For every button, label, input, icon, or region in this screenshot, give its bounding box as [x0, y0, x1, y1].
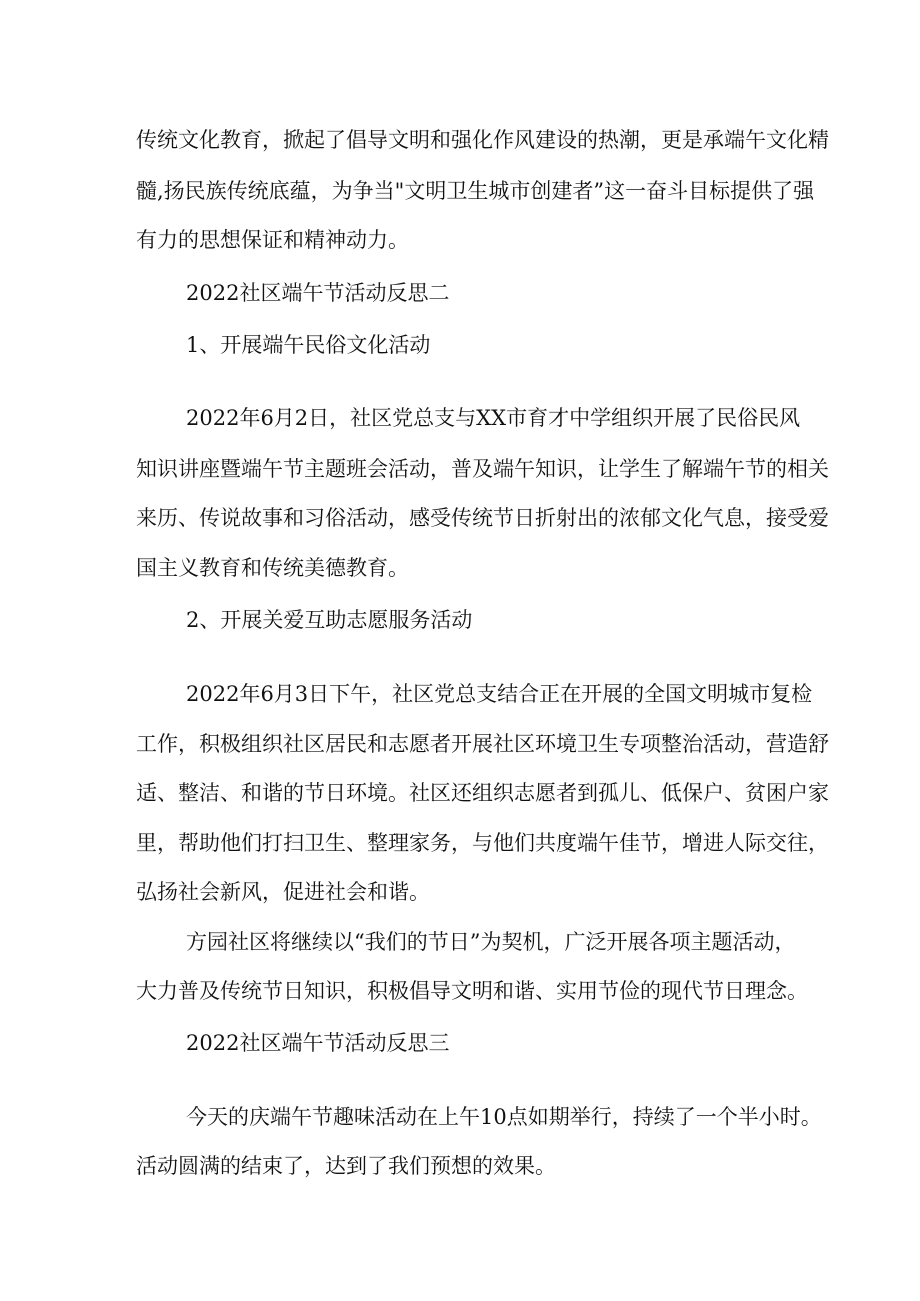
body-text-line: 2022年6月3日下午，社区党总支结合正在开展的全国文明城市复检: [186, 682, 813, 706]
body-text-line: 知识讲座暨端午节主题班会活动，普及端午知识，让学生了解端午节的相关: [136, 457, 829, 481]
body-text-line: 里，帮助他们打扫卫生、整理家务，与他们共度端午佳节，增进人际交往，: [136, 831, 829, 855]
section-heading: 2022社区端午节活动反思二: [186, 281, 450, 305]
body-text-line: 大力普及传统节日知识，积极倡导文明和谐、实用节俭的现代节日理念。: [136, 979, 808, 1003]
subsection-heading: 2、开展关爱互助志愿服务活动: [186, 608, 473, 632]
subsection-heading: 1、开展端午民俗文化活动: [186, 333, 431, 357]
body-text-line: 2022年6月2日，社区党总支与XX市育才中学组织开展了民俗民风: [186, 406, 801, 430]
body-text-line: 国主义教育和传统美德教育。: [136, 556, 409, 580]
body-text-line: 活动圆满的结束了，达到了我们预想的效果。: [136, 1154, 556, 1178]
body-text-line: 今天的庆端午节趣味活动在上午10点如期举行，持续了一个半小时。: [186, 1105, 822, 1129]
body-text-line: 适、整洁、和谐的节日环境。社区还组织志愿者到孤儿、低保户、贫困户家: [136, 781, 829, 805]
section-heading: 2022社区端午节活动反思三: [186, 1031, 450, 1055]
body-text-line: 有力的思想保证和精神动力。: [136, 228, 409, 252]
body-text-line: 工作，积极组织社区居民和志愿者开展社区环境卫生专项整治活动，营造舒: [136, 732, 829, 756]
body-text-line: 传统文化教育，掀起了倡导文明和强化作风建设的热潮，更是承端午文化精: [136, 128, 829, 152]
body-text-line: 弘扬社会新风，促进社会和谐。: [136, 880, 430, 904]
body-text-line: 方园社区将继续以“我们的节日”为契机，广泛开展各项主题活动，: [186, 930, 796, 954]
body-text-line: 来历、传说故事和习俗活动，感受传统节日折射出的浓郁文化气息，接受爱: [136, 506, 829, 530]
body-text-line: 髓,扬民族传统底蕴，为争当"文明卫生城市创建者”这一奋斗目标提供了强: [136, 179, 815, 203]
